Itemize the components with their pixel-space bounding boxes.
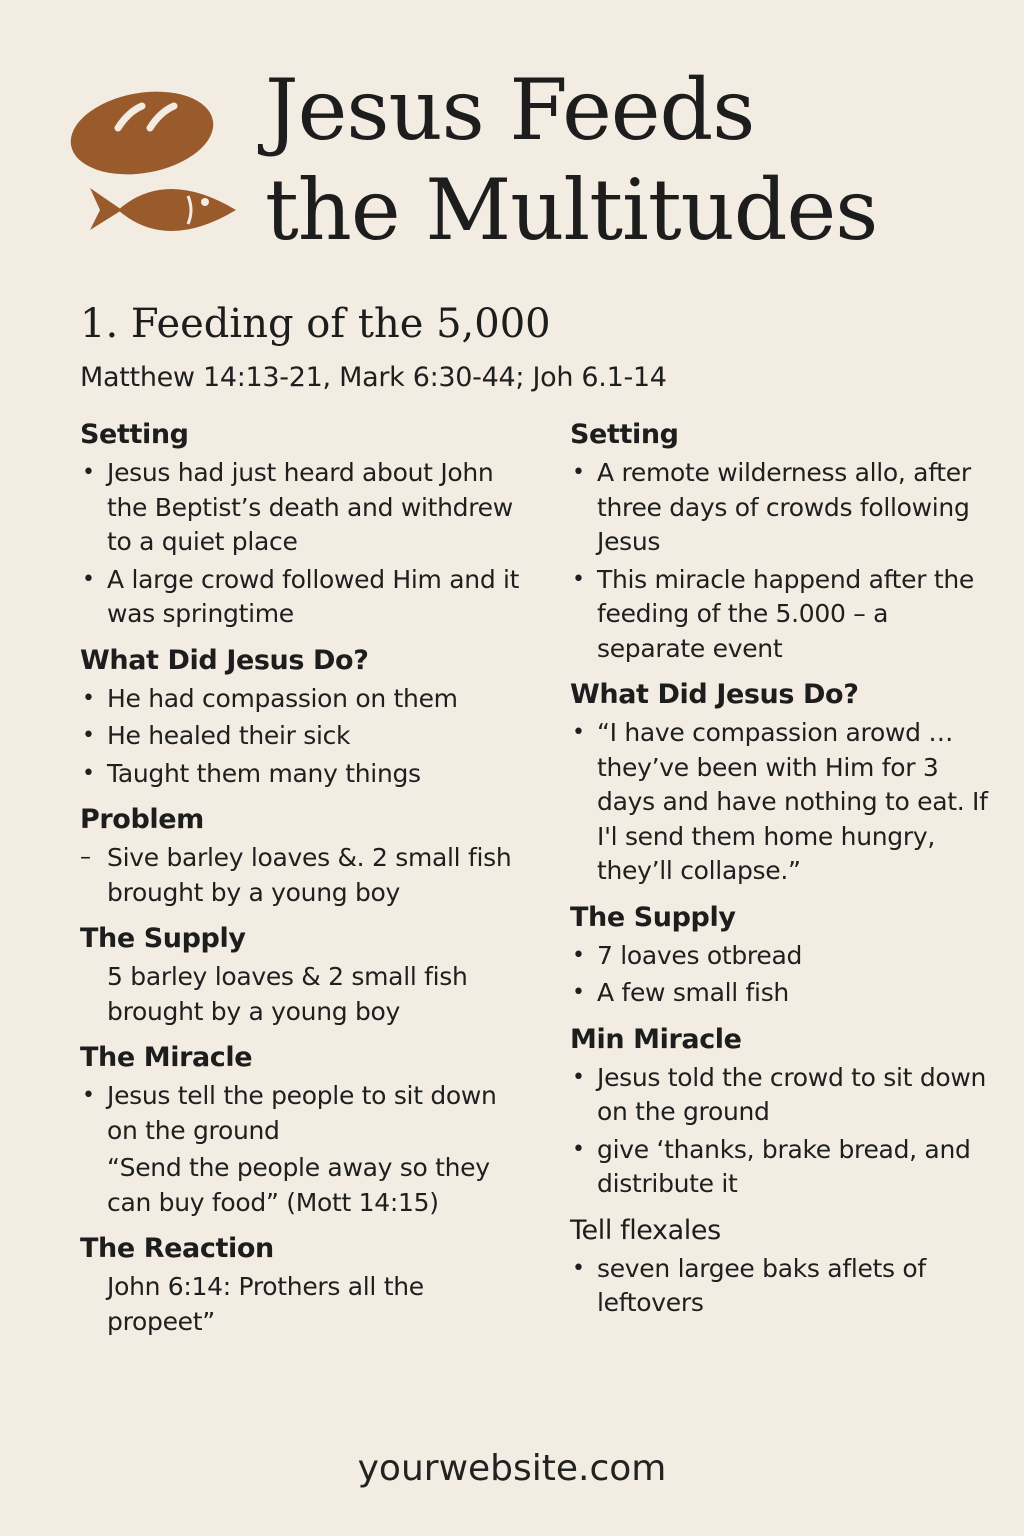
right-leftovers-block (570, 1214, 990, 1321)
list-item: “Send the people away so they can buy food” (Mott 14:15) (107, 1153, 490, 1217)
left-setting-heading: Setting (80, 419, 189, 450)
right-setting-list (570, 456, 990, 666)
right-supply-block (570, 901, 990, 1011)
section-title: 1. Feeding of the 5,000 (80, 301, 551, 347)
list-item: • Jesus tell the people to sit down on the ground (80, 1079, 530, 1148)
left-setting-list (80, 456, 530, 632)
fish-icon (90, 188, 236, 231)
right-supply-heading: The Supply (570, 901, 736, 933)
title-line-1: Jesus Feeds (265, 61, 755, 159)
left-setting-block (80, 418, 530, 632)
right-leftovers-heading: Tell flexales (570, 1214, 721, 1246)
right-miracle-list (570, 1061, 990, 1202)
left-supply-block (80, 922, 530, 1029)
left-miracle-heading: The Miracle (80, 1042, 253, 1073)
list-item: • A few small fish (570, 976, 990, 1011)
page-title (265, 60, 877, 260)
right-setting-heading: Setting (570, 419, 679, 450)
title-line-2: the Multitudes (265, 161, 878, 259)
left-miracle-block (80, 1041, 530, 1220)
right-do-list (570, 716, 990, 889)
right-do-block (570, 678, 990, 889)
left-do-block (80, 644, 530, 792)
list-item: • “I have compassion arowd … they’ve been with Him for 3 days and have nothing to eat. If I'l send them home hungry, they’ll collapse.” (570, 716, 990, 889)
left-column (80, 418, 530, 1351)
left-reaction-block (80, 1232, 530, 1339)
left-miracle-list (80, 1079, 530, 1220)
bread-and-fish-logo (70, 88, 240, 248)
list-item: • 7 loaves otbread (570, 939, 990, 974)
list-item: • This miracle happend after the feeding of the 5.000 – a separate event (570, 563, 990, 667)
left-problem-block (80, 803, 530, 910)
list-item: – Sive barley loaves &. 2 small fish brought by a young boy (80, 841, 530, 910)
list-item: • He healed their sick (80, 719, 530, 754)
list-item: • Jesus had just heard about John the Beptist’s death and withdrew to a quiet place (80, 456, 530, 560)
list-item: • seven largee baks aflets of leftovers (570, 1252, 990, 1321)
bread-icon (70, 88, 220, 185)
right-column (570, 418, 990, 1333)
list-item: • Taught them many things (80, 757, 530, 792)
left-problem-heading: Problem (80, 804, 204, 835)
list-item: • He had compassion on them (80, 682, 530, 717)
left-supply-heading: The Supply (80, 923, 246, 954)
left-do-heading: What Did Jesus Do? (80, 644, 369, 676)
right-miracle-heading: Min Miracle (570, 1023, 742, 1055)
right-do-heading: What Did Jesus Do? (570, 679, 859, 710)
left-problem-list (80, 841, 530, 910)
list-item: • A remote wilderness allo, after three days of crowds following Jesus (570, 456, 990, 560)
footer-website: yourwebsite.com (357, 1448, 667, 1489)
list-item: • give ‘thanks, brake bread, and distribute it (570, 1133, 990, 1202)
left-reaction-list (80, 1270, 530, 1339)
list-item: John 6:14: Prothers all the propeet” (107, 1272, 424, 1336)
list-item: 5 barley loaves & 2 small fish brought by a young boy (107, 962, 468, 1026)
right-supply-list (570, 939, 990, 1011)
list-item: • A large crowd followed Him and it was springtime (80, 563, 530, 632)
scripture-references: Matthew 14:13-21, Mark 6:30-44; Joh 6.1-14 (80, 362, 667, 393)
left-do-list (80, 682, 530, 792)
right-miracle-block (570, 1023, 990, 1202)
right-setting-block (570, 418, 990, 666)
left-supply-list (80, 960, 530, 1029)
list-item: • Jesus told the crowd to sit down on the ground (570, 1061, 990, 1130)
left-reaction-heading: The Reaction (80, 1233, 274, 1264)
right-leftovers-list (570, 1252, 990, 1321)
